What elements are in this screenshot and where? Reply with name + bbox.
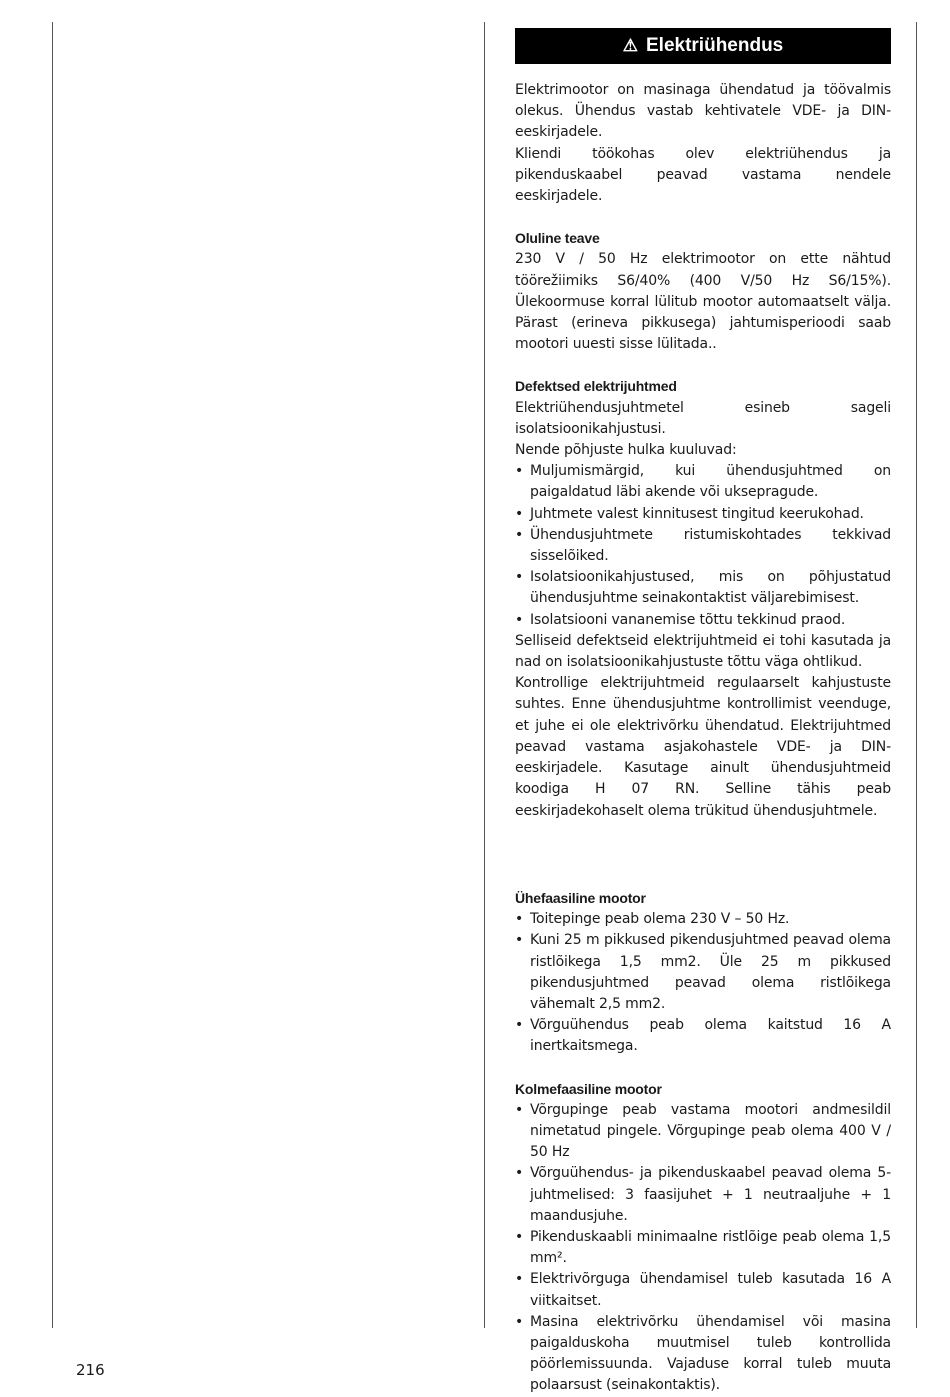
section-title: Elektriühendus	[646, 35, 784, 56]
three-phase-list	[515, 1100, 891, 1397]
list-item: • Masina elektrivõrku ühendamisel või masina paigalduskoha muutmisel tuleb kontrollida pöörlemissuunda. Vajaduse korral tuleb muuta polaarsust (seinakontaktis).	[515, 1312, 891, 1397]
defective-paragraph-4: Kontrollige elektrijuhtmeid regulaarselt kahjustuste suhtes. Enne ühendusjuhtme kontrollimist veenduge, et juhe ei ole elektrivõrku ühendatud. Elektrijuhtmed peavad vastama asjakohastele VDE- ja DIN-eeskirjadele. Kasutage ainult ühendusjuhtmeid koodiga H 07 RN. Selline tähis peab eeskirjadekohaselt olema trükitud ühendusjuhtmele.	[515, 675, 891, 819]
single-phase-list	[515, 909, 891, 1057]
lower-text-block	[515, 888, 891, 1397]
list-item: • Ühendusjuhtmete ristumiskohtades tekkivad sisselõiked.	[515, 525, 891, 567]
defective-causes-list	[515, 461, 891, 631]
defective-paragraph-3: Selliseid defektseid elektrijuhtmeid ei tohi kasutada ja nad on isolatsioonikahjustuste tõttu väga ohtlikud.	[515, 632, 891, 671]
intro-paragraph-2: Kliendi töökohas olev elektriühendus ja pikenduskaabel peavad vastama nendele eeskirjadele.	[515, 145, 891, 205]
defective-paragraph-2: Nende põhjuste hulka kuuluvad:	[515, 442, 737, 459]
list-item: • Pikenduskaabli minimaalne ristlõige peab olema 1,5 mm².	[515, 1227, 891, 1269]
list-item: • Elektrivõrguga ühendamisel tuleb kasutada 16 A viitkaitset.	[515, 1269, 891, 1311]
list-item: • Isolatsiooni vananemise tõttu tekkinud praod.	[515, 610, 891, 631]
list-item: • Juhtmete valest kinnitusest tingitud keerukohad.	[515, 504, 891, 525]
defective-paragraph-1: Elektriühendusjuhtmetel esineb sageli isolatsioonikahjustusi.	[515, 399, 891, 437]
intro-paragraph-1: Elektrimootor on masinaga ühendatud ja töövalmis olekus. Ühendus vastab kehtivatele VDE- ja DIN-eeskirjadele.	[515, 82, 891, 141]
single-phase-heading: Ühefaasiline mootor	[515, 890, 646, 906]
three-phase-heading: Kolmefaasiline mootor	[515, 1080, 662, 1097]
list-item: • Muljumismärgid, kui ühendusjuhtmed on paigaldatud läbi akende või uksepragude.	[515, 461, 891, 503]
left-margin-line	[52, 22, 53, 1328]
list-item: • Võrguühendus- ja pikenduskaabel peavad olema 5-juhtmelised: 3 faasijuhet + 1 neutraaljuhe + 1 maandusjuhe.	[515, 1163, 891, 1227]
defective-heading: Defektsed elektrijuhtmed	[515, 378, 677, 395]
section-title-banner	[515, 28, 891, 64]
important-heading: Oluline teave	[515, 230, 600, 247]
list-item: • Võrgupinge peab vastama mootori andmesildil nimetatud pingele. Võrgupinge peab olema 400 V / 50 Hz	[515, 1100, 891, 1164]
list-item: • Kuni 25 m pikkused pikendusjuhtmed peavad olema ristlõikega 1,5 mm2. Üle 25 m pikkused pikendusjuhtmed peavad olema ristlõikega vähemalt 2,5 mm2.	[515, 930, 891, 1015]
right-margin-line	[916, 22, 917, 1328]
important-text: 230 V / 50 Hz elektrimootor on ette nähtud töörežiimiks S6/40% (400 V/50 Hz S6/15%). Ülekoormuse korral lülitub mootor automaatselt välja. Pärast (erineva pikkusega) jahtumisperioodi saab mootori uuesti sisse lülitada..	[515, 251, 891, 353]
list-item: • Isolatsioonikahjustused, mis on põhjustatud ühendusjuhtme seinakontaktist väljarebimisest.	[515, 567, 891, 609]
list-item: • Toitepinge peab olema 230 V – 50 Hz.	[515, 909, 891, 930]
center-divider-line	[484, 22, 485, 1328]
list-item: • Võrguühendus peab olema kaitstud 16 A inertkaitsmega.	[515, 1015, 891, 1057]
page-number: 216	[76, 1361, 105, 1379]
warning-icon: ⚠	[622, 36, 638, 55]
upper-text-block	[515, 80, 891, 822]
